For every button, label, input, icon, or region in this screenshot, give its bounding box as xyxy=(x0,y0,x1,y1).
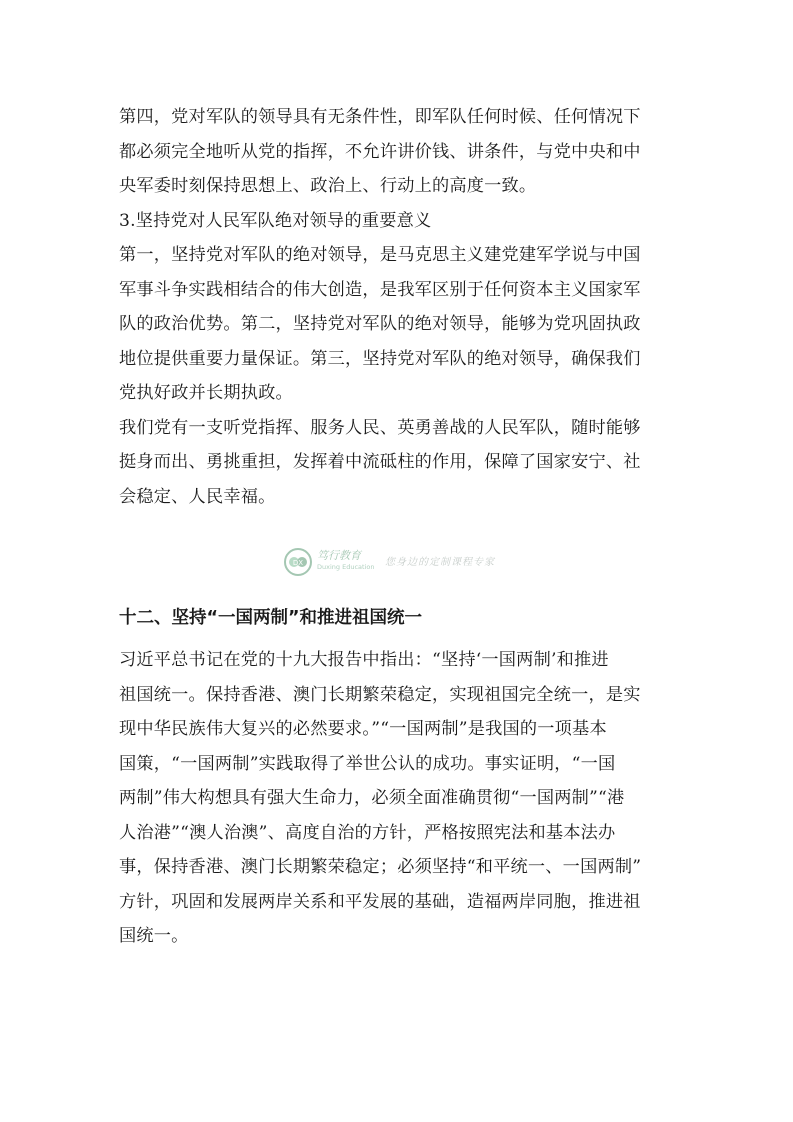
text-line: 第四，党对军队的领导具有无条件性，即军队任何时候、任何情况下 xyxy=(119,107,641,127)
text-line: 祖国统一。保持香港、澳门长期繁荣稳定，实现祖国完全统一，是实 xyxy=(119,684,641,705)
text-line: 我们党有一支听党指挥、服务人民、英勇善战的人民军队，随时能够 xyxy=(119,417,641,438)
text-line: 都必须完全地听从党的指挥，不允许讲价钱、讲条件，与党中央和中 xyxy=(119,141,641,162)
text-line: 党执好政并长期执政。 xyxy=(119,383,293,403)
text-line: 国统一。 xyxy=(119,926,189,946)
text-line: 方针，巩固和发展两岸关系和平发展的基础，造福两岸同胞，推进祖 xyxy=(119,891,641,912)
paragraph-block-bottom xyxy=(119,643,679,954)
watermark-name: 笃行教育 xyxy=(317,549,361,562)
text-line: 人治港”“澳人治澳”、高度自治的方针，严格按照宪法和基本法办 xyxy=(119,822,616,843)
svg-text:DX: DX xyxy=(292,559,304,567)
section-heading: 十二、坚持“一国两制”和推进祖国统一 xyxy=(119,608,423,628)
text-line: 挺身而出、勇挑重担，发挥着中流砥柱的作用，保障了国家安宁、社 xyxy=(119,452,641,472)
text-line: 队的政治优势。第二，坚持党对军队的绝对领导，能够为党巩固执政 xyxy=(119,314,641,334)
paragraph-block-top xyxy=(119,100,679,514)
subheading-line: 3.坚持党对人民军队绝对领导的重要意义 xyxy=(119,210,432,231)
watermark-slogan: 您身边的定制课程专家 xyxy=(385,557,495,568)
watermark xyxy=(283,545,533,579)
text-line: 国策，“一国两制”实践取得了举世公认的成功。事实证明，“一国 xyxy=(119,753,616,774)
dx-logo-icon xyxy=(283,547,313,577)
text-line: 第一，坚持党对军队的绝对领导，是马克思主义建党建军学说与中国 xyxy=(119,245,641,265)
text-line: 现中华民族伟大复兴的必然要求。”“一国两制”是我国的一项基本 xyxy=(119,719,607,739)
text-line: 习近平总书记在党的十九大报告中指出：“坚持‘一国两制’和推进 xyxy=(119,650,609,670)
watermark-english: Duxing Education xyxy=(317,563,375,571)
text-line: 两制”伟大构想具有强大生命力，必须全面准确贯彻“一国两制”“港 xyxy=(119,788,625,808)
text-line: 地位提供重要力量保证。第三，坚持党对军队的绝对领导，确保我们 xyxy=(119,348,641,369)
text-line: 会稳定、人民幸福。 xyxy=(119,486,276,507)
text-line: 事，保持香港、澳门长期繁荣稳定；必须坚持“和平统一、一国两制” xyxy=(119,857,642,877)
text-line: 央军委时刻保持思想上、政治上、行动上的高度一致。 xyxy=(119,176,537,196)
text-line: 军事斗争实践相结合的伟大创造，是我军区别于任何资本主义国家军 xyxy=(119,279,641,300)
